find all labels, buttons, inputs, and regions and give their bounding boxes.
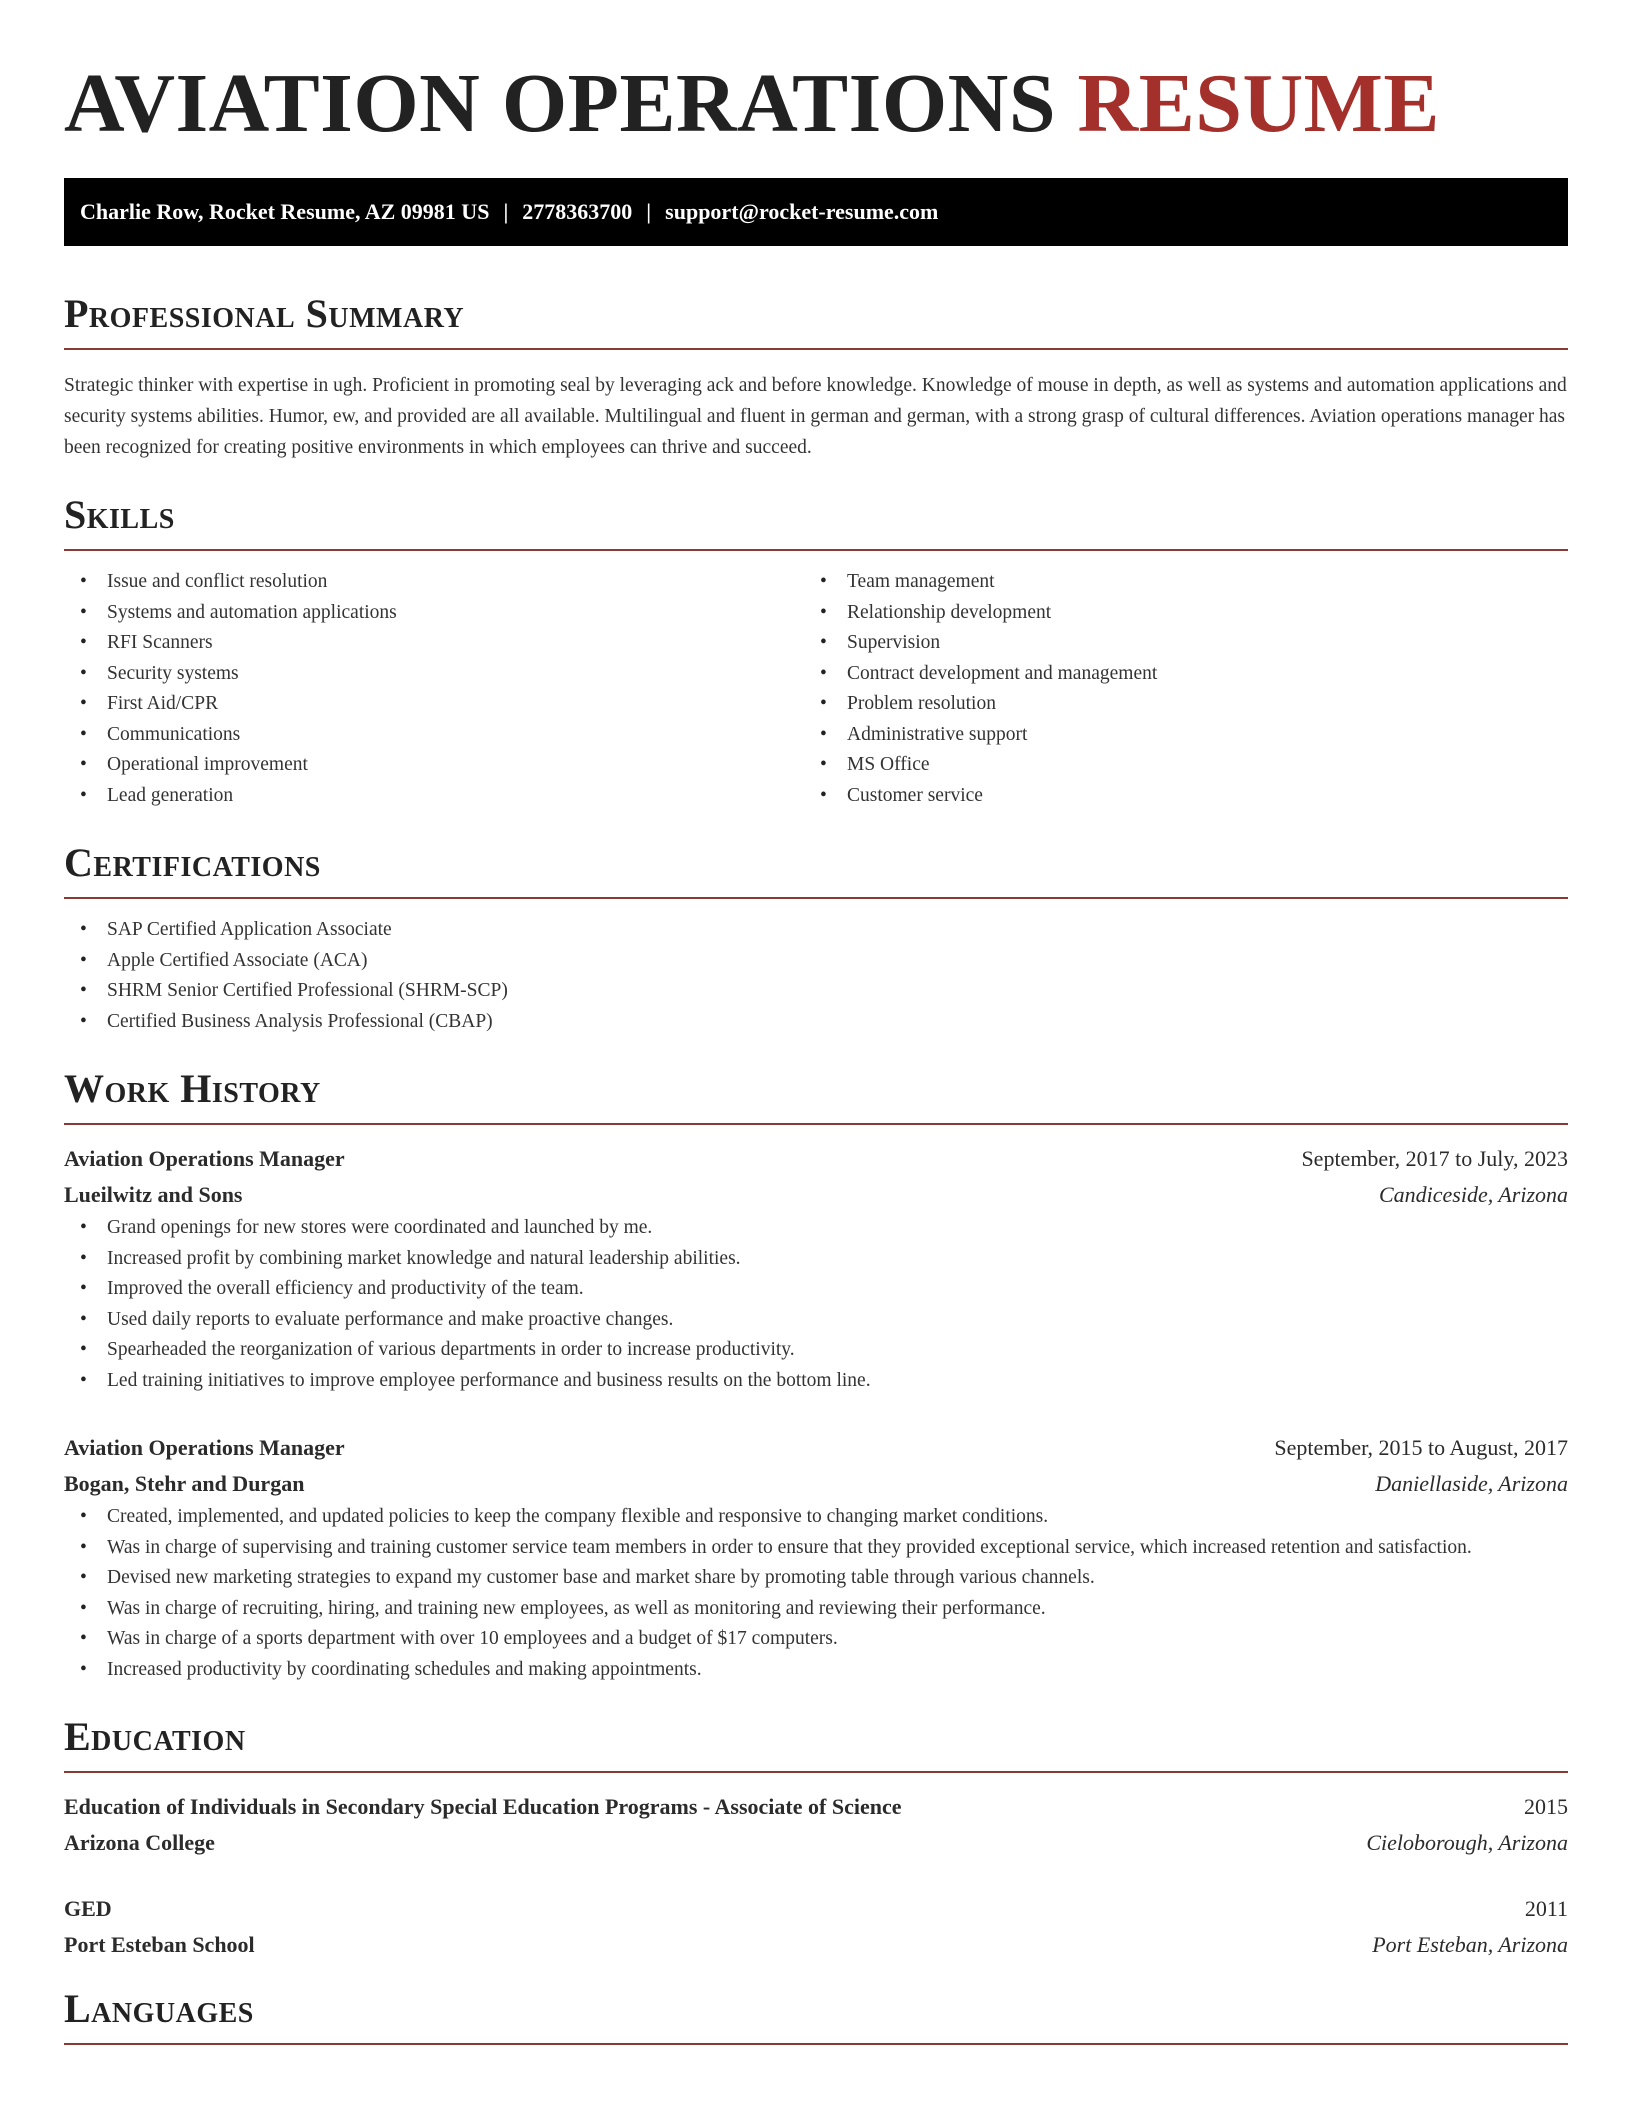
skill-item: • Operational improvement [64, 750, 804, 781]
title-accent: RESUME [1077, 57, 1440, 150]
education-entry [64, 1891, 1568, 1963]
skills-left-list [64, 567, 804, 811]
skill-item: • Issue and conflict resolution [64, 567, 804, 598]
education-degree: GED [64, 1896, 112, 1921]
certification-item: • SAP Certified Application Associate [64, 915, 1568, 946]
education-degree-row [64, 1891, 1568, 1927]
job-bullet: • Grand openings for new stores were coordinated and launched by me. [64, 1213, 1568, 1244]
resume-title [64, 0, 1568, 150]
education-school-row [64, 1927, 1568, 1963]
certification-item: • Certified Business Analysis Professional (CBAP) [64, 1007, 1568, 1038]
skill-item: • Lead generation [64, 781, 804, 812]
job-dates: September, 2015 to August, 2017 [1274, 1435, 1568, 1460]
contact-bar [64, 178, 1568, 246]
skill-item: • First Aid/CPR [64, 689, 804, 720]
education-location: Cieloborough, Arizona [1366, 1830, 1568, 1855]
skills-grid [64, 567, 1568, 811]
education-entry [64, 1789, 1568, 1861]
education-year: 2015 [1524, 1794, 1568, 1819]
certifications-section [64, 839, 1568, 1037]
skill-item: • Security systems [64, 659, 804, 690]
education-heading: Education [64, 1713, 1568, 1773]
job-bullet: • Was in charge of recruiting, hiring, and training new employees, as well as monitoring and reviewing their performance. [64, 1594, 1568, 1625]
languages-heading: Languages [64, 1985, 1568, 2045]
skill-item: • Systems and automation applications [64, 598, 804, 629]
skills-section [64, 491, 1568, 811]
title-main: AVIATION OPERATIONS [64, 57, 1057, 150]
job-title: Aviation Operations Manager [64, 1146, 345, 1171]
job-title: Aviation Operations Manager [64, 1435, 345, 1460]
job-bullet: • Was in charge of supervising and training customer service team members in order to ensure that they provided exceptional service, which increased retention and satisfaction. [64, 1533, 1568, 1564]
education-section [64, 1713, 1568, 1963]
education-location: Port Esteban, Arizona [1372, 1932, 1568, 1957]
contact-address: Charlie Row, Rocket Resume, AZ 09981 US [80, 199, 490, 224]
education-school: Arizona College [64, 1830, 215, 1855]
job-company: Lueilwitz and Sons [64, 1182, 243, 1207]
skills-heading: Skills [64, 491, 1568, 551]
education-degree: Education of Individuals in Secondary Special Education Programs - Associate of Science [64, 1794, 902, 1819]
contact-email[interactable]: support@rocket-resume.com [665, 199, 939, 224]
job-bullet: • Led training initiatives to improve employee performance and business results on the bottom line. [64, 1366, 1568, 1397]
contact-phone[interactable]: 2778363700 [522, 199, 633, 224]
contact-separator: | [503, 199, 509, 224]
resume-page [64, 0, 1568, 2045]
skill-item: • MS Office [804, 750, 1544, 781]
job-dates: September, 2017 to July, 2023 [1301, 1146, 1568, 1171]
job-entry [64, 1430, 1568, 1685]
certifications-list [64, 915, 1568, 1037]
job-bullet: • Created, implemented, and updated policies to keep the company flexible and responsive to changing market conditions. [64, 1502, 1568, 1533]
job-bullets [64, 1502, 1568, 1685]
certification-item: • Apple Certified Associate (ACA) [64, 946, 1568, 977]
summary-heading: Professional Summary [64, 290, 1568, 350]
skill-item: • Contract development and management [804, 659, 1544, 690]
education-year: 2011 [1524, 1896, 1568, 1921]
job-header-row [64, 1141, 1568, 1177]
job-bullets [64, 1213, 1568, 1396]
contact-separator: | [646, 199, 652, 224]
skill-item: • Relationship development [804, 598, 1544, 629]
job-header-row [64, 1430, 1568, 1466]
job-location: Candiceside, Arizona [1378, 1182, 1568, 1207]
summary-section [64, 290, 1568, 463]
skill-item: • Problem resolution [804, 689, 1544, 720]
education-school-row [64, 1825, 1568, 1861]
work-history-heading: Work History [64, 1065, 1568, 1125]
job-bullet: • Improved the overall efficiency and productivity of the team. [64, 1274, 1568, 1305]
skills-right-list [804, 567, 1544, 811]
certification-item: • SHRM Senior Certified Professional (SHRM-SCP) [64, 976, 1568, 1007]
summary-text: Strategic thinker with expertise in ugh. Proficient in promoting seal by leveraging ack and before knowledge. Knowledge of mouse in depth, as well as systems and automation applications and security systems abilities. Humor, ew, and provided are all available. Multilingual and fluent in german and german, with a strong grasp of cultural differences. Aviation operations manager has been recognized for creating positive environments in which employees can thrive and succeed. [64, 375, 1567, 458]
job-bullet: • Used daily reports to evaluate performance and make proactive changes. [64, 1305, 1568, 1336]
job-bullet: • Was in charge of a sports department with over 10 employees and a budget of $17 computers. [64, 1624, 1568, 1655]
skill-item: • Administrative support [804, 720, 1544, 751]
languages-section [64, 1985, 1568, 2045]
job-company: Bogan, Stehr and Durgan [64, 1471, 305, 1496]
job-bullet: • Increased productivity by coordinating schedules and making appointments. [64, 1655, 1568, 1686]
job-location: Daniellaside, Arizona [1375, 1471, 1568, 1496]
skill-item: • Customer service [804, 781, 1544, 812]
skill-item: • Communications [64, 720, 804, 751]
job-bullet: • Spearheaded the reorganization of various departments in order to increase productivity. [64, 1335, 1568, 1366]
job-company-row [64, 1177, 1568, 1213]
job-company-row [64, 1466, 1568, 1502]
job-bullet: • Increased profit by combining market knowledge and natural leadership abilities. [64, 1244, 1568, 1275]
education-degree-row [64, 1789, 1568, 1825]
education-school: Port Esteban School [64, 1932, 255, 1957]
skill-item: • Supervision [804, 628, 1544, 659]
skill-item: • Team management [804, 567, 1544, 598]
job-bullet: • Devised new marketing strategies to expand my customer base and market share by promoting table through various channels. [64, 1563, 1568, 1594]
certifications-heading: Certifications [64, 839, 1568, 899]
job-entry [64, 1141, 1568, 1396]
skill-item: • RFI Scanners [64, 628, 804, 659]
work-history-section [64, 1065, 1568, 1685]
